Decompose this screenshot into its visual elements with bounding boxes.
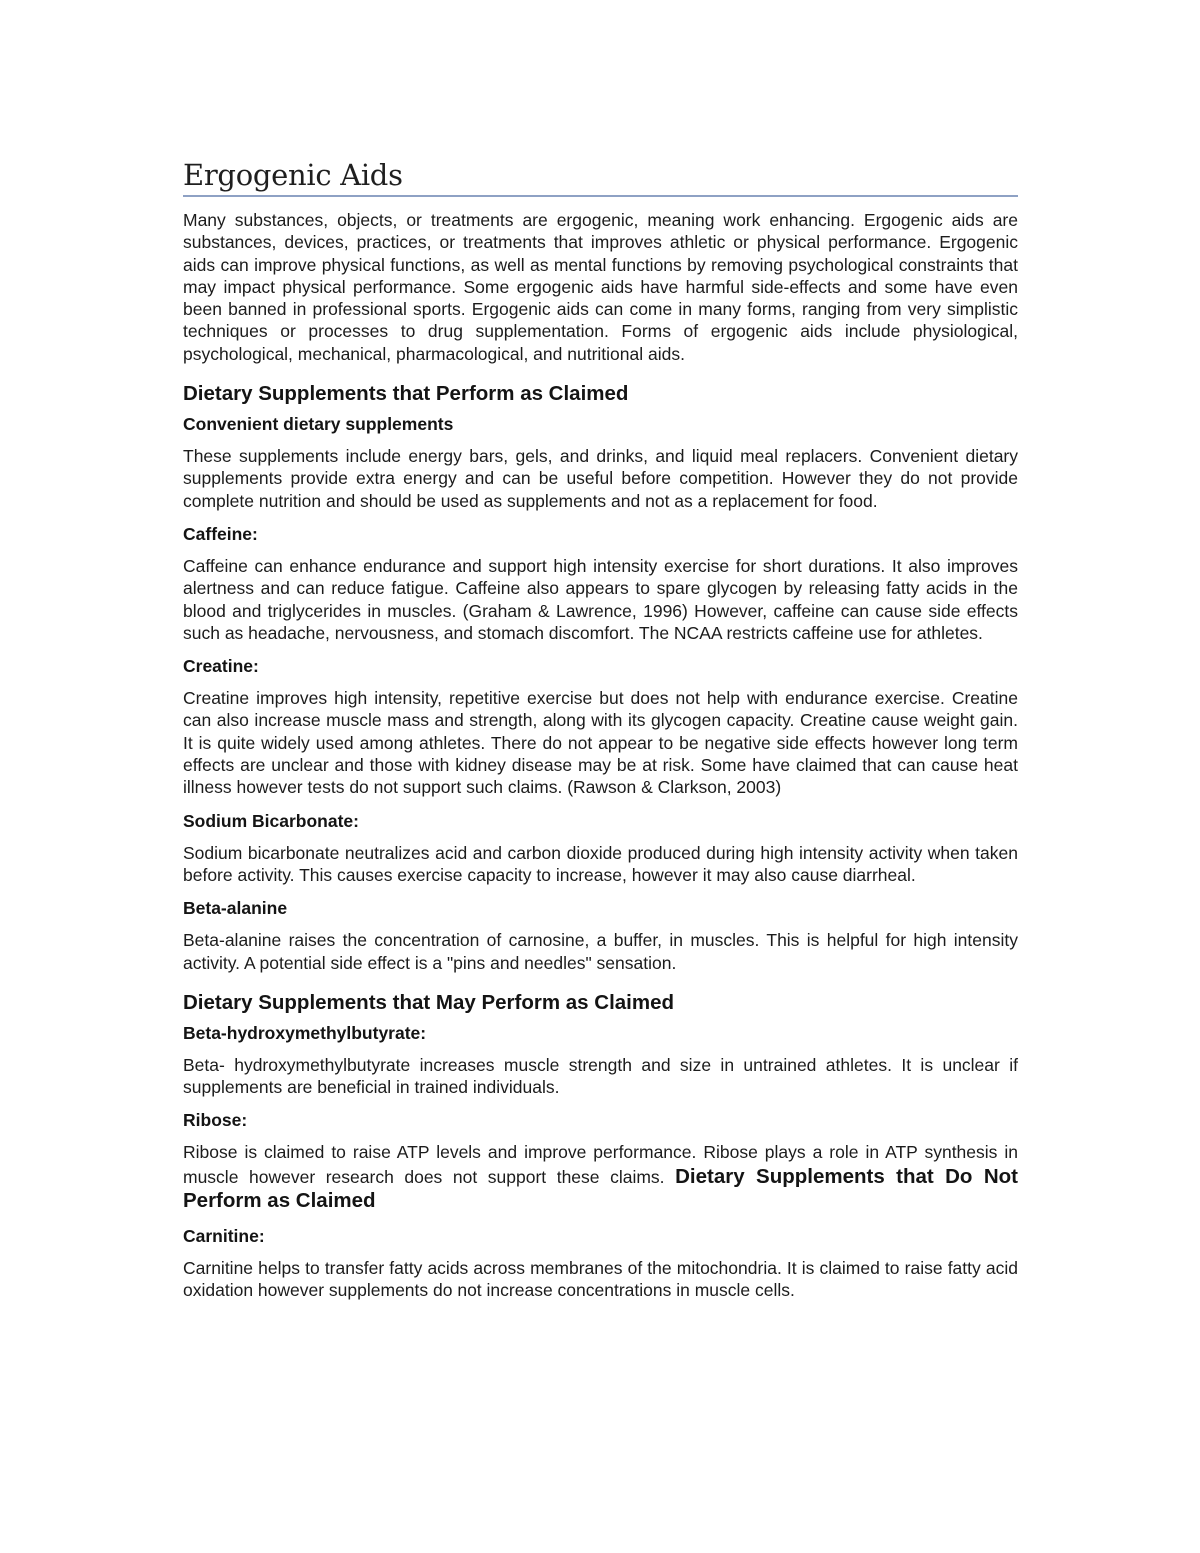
title-underline	[183, 195, 1018, 197]
section-heading-not-perform: Dietary Supplements that Do Not Perform as Claimed	[183, 1164, 1019, 1213]
ribose-text: Ribose is claimed to raise ATP levels and improve performance. Ribose plays a role in ATP synthesis in muscle however research does not support these claims.	[183, 1142, 1018, 1187]
subheading-beta-alanine: Beta-alanine	[183, 898, 288, 919]
subheading-caffeine: Caffeine:	[183, 523, 258, 544]
paragraph-carnitine: Carnitine helps to transfer fatty acids across membranes of the mitochondria. It is claimed to raise fatty acid oxidation however supplements do not increase concentrations in muscle cells.	[183, 1257, 1018, 1301]
subheading-creatine: Creatine:	[183, 656, 259, 677]
document-page	[183, 157, 1018, 1302]
subheading-ribose: Ribose:	[183, 1110, 248, 1131]
page-title: Ergogenic Aids	[183, 158, 403, 192]
paragraph-convenient: These supplements include energy bars, gels, and drinks, and liquid meal replacers. Convenient dietary supplements provide extra energy and can be useful before competition. However they do not provide complete nutrition and should be used as supplements and not as a replacement for food.	[183, 446, 1018, 511]
paragraph-creatine: Creatine improves high intensity, repetitive exercise but does not help with endurance exercise. Creatine can also increase muscle mass and strength, along with its glycogen capacity. Creatine cause weight gain. It is quite widely used among athletes. There do not appear to be negative side effects however long term effects are unclear and those with kidney disease may be at risk. Some have claimed that can cause heat illness however tests do not support such claims. (Rawson & Clarkson, 2003)	[183, 688, 1018, 798]
subheading-sodium-bicarbonate: Sodium Bicarbonate:	[183, 810, 359, 831]
paragraph-sodium-bicarbonate: Sodium bicarbonate neutralizes acid and carbon dioxide produced during high intensity activity when taken before activity. This causes exercise capacity to increase, however it may also cause diarrheal.	[183, 842, 1018, 885]
subheading-hmb: Beta-hydroxymethylbutyrate:	[183, 1022, 427, 1043]
section-heading-may-perform: Dietary Supplements that May Perform as Claimed	[183, 990, 675, 1014]
subheading-carnitine: Carnitine:	[183, 1225, 265, 1246]
subheading-convenient: Convenient dietary supplements	[183, 414, 454, 435]
paragraph-caffeine: Caffeine can enhance endurance and support high intensity exercise for short durations. It also improves alertness and can reduce fatigue. Caffeine also appears to spare glycogen by releasing fatty acids in the blood and triglycerides in muscles. (Graham & Lawrence, 1996) However, caffeine can cause side effects such as headache, nervousness, and stomach discomfort. The NCAA restricts caffeine use for athletes.	[183, 555, 1018, 643]
intro-paragraph: Many substances, objects, or treatments are ergogenic, meaning work enhancing. Ergogenic aids are substances, devices, practices, or treatments that improves athletic or physical performance. Ergogenic aids can improve physical functions, as well as mental functions by removing psychological constraints that may impact physical performance. Some ergogenic aids have harmful side-effects and some have even been banned in professional sports. Ergogenic aids can come in many forms, ranging from very simplistic techniques or processes to drug supplementation. Forms of ergogenic aids include physiological, psychological, mechanical, pharmacological, and nutritional aids.	[183, 210, 1018, 364]
paragraph-ribose	[183, 1141, 1018, 1214]
section-heading-perform: Dietary Supplements that Perform as Claimed	[183, 382, 629, 406]
paragraph-beta-alanine: Beta-alanine raises the concentration of carnosine, a buffer, in muscles. This is helpful for high intensity activity. A potential side effect is a "pins and needles" sensation.	[183, 930, 1018, 973]
paragraph-hmb: Beta- hydroxymethylbutyrate increases muscle strength and size in untrained athletes. It is unclear if supplements are beneficial in trained individuals.	[183, 1054, 1018, 1098]
